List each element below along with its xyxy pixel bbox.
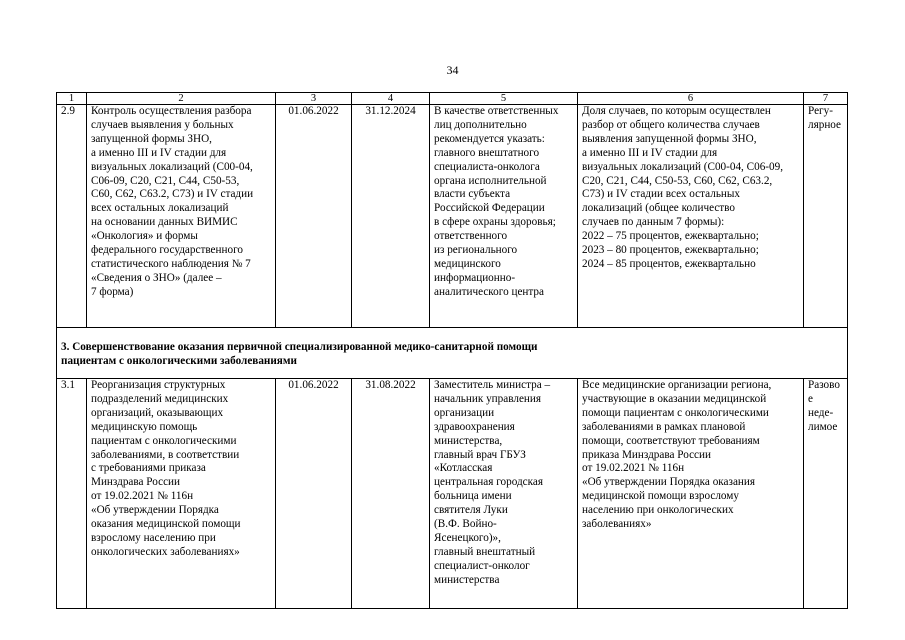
column-number-cell: 5 (430, 93, 578, 105)
column-number-cell: 2 (87, 93, 276, 105)
expected-result: Доля случаев, по которым осуществлен разбор от общего количества случаев выявления запущенной формы ЗНО, а именно III и IV стадии для визуальных локализаций (С00-04, С06-09, С20, С21, С44, С50-53, С60, С62, С63.2, С73) и IV стадии всех остальных локализаций (общее количество случаев по данным 7 формы): 2022 – 75 процентов, ежеквартально; 2023 – 80 процентов, ежеквартально; 2024 – 85 процентов, ежеквартально (578, 105, 804, 328)
column-number-row (57, 93, 848, 105)
periodicity: Регу- лярное (804, 105, 848, 328)
column-number-cell: 6 (578, 93, 804, 105)
table-row (57, 105, 848, 328)
start-date: 01.06.2022 (276, 379, 352, 609)
column-number-cell: 1 (57, 93, 87, 105)
end-date: 31.08.2022 (352, 379, 430, 609)
activity-description: Контроль осуществления разбора случаев выявления у больных запущенной формы ЗНО, а именно III и IV стадии для визуальных локализаций (С00-04, С06-09, С20, С21, С44, С50-53, С60, С62, С63.2, С73) и IV стадии всех остальных локализаций на основании данных ВИМИС «Онкология» и формы федерального государственного статистического наблюдения № 7 «Сведения о ЗНО» (далее – 7 форма) (87, 105, 276, 328)
page-number: 34 (446, 63, 459, 77)
item-number: 3.1 (57, 379, 87, 609)
activity-plan-table (56, 92, 848, 609)
item-number: 2.9 (57, 105, 87, 328)
responsible-persons: В качестве ответственных лиц дополнительно рекомендуется указать: главного внештатного специалиста-онколога органа исполнительной власти субъекта Российской Федерации в сфере охраны здоровья; ответственного из регионального медицинского информационно- аналитического центра (430, 105, 578, 328)
activity-description: Реорганизация структурных подразделений медицинских организаций, оказывающих медицинскую помощь пациентам с онкологическими заболеваниями, в соответствии с требованиями приказа Минздрава России от 19.02.2021 № 116н «Об утверждении Порядка оказания медицинской помощи взрослому населению при онкологических заболеваниях» (87, 379, 276, 609)
expected-result: Все медицинские организации региона, участвующие в оказании медицинской помощи пациентам с онкологическими заболеваниями в рамках плановой помощи, соответствуют требованиям приказа Минздрава России от 19.02.2021 № 116н «Об утверждении Порядка оказания медицинской помощи взрослому населению при онкологических заболеваниях» (578, 379, 804, 609)
column-number-cell: 7 (804, 93, 848, 105)
section-heading: 3. Совершенствование оказания первичной специализированной медико-санитарной помощи пациентам с онкологическими заболеваниями (57, 328, 848, 379)
responsible-persons: Заместитель министра – начальник управления организации здравоохранения министерства, главный врач ГБУЗ «Котласская центральная городская больница имени святителя Луки (В.Ф. Войно- Ясенецкого)», главный внештатный специалист-онколог министерства (430, 379, 578, 609)
start-date: 01.06.2022 (276, 105, 352, 328)
section-row (57, 328, 848, 379)
column-number-cell: 4 (352, 93, 430, 105)
table-row (57, 379, 848, 609)
column-number-cell: 3 (276, 93, 352, 105)
end-date: 31.12.2024 (352, 105, 430, 328)
periodicity: Разовое неде- лимое (804, 379, 848, 609)
